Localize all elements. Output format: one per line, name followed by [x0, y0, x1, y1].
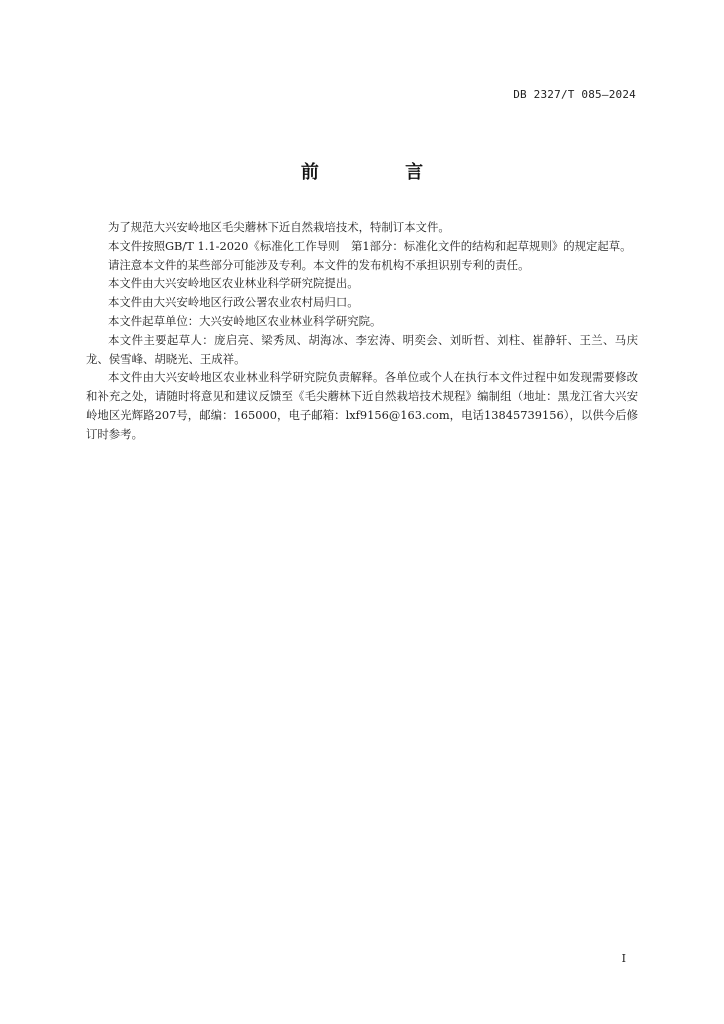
paragraph-patent-notice: 请注意本文件的某些部分可能涉及专利。本文件的发布机构不承担识别专利的责任。 [108, 257, 530, 272]
paragraph-drafting-unit: 本文件起草单位：大兴安岭地区农业林业科学研究院。 [108, 313, 382, 328]
paragraph-interpretation-contact: 本文件由大兴安岭地区农业林业科学研究院负责解释。各单位或个人在执行本文件过程中如发现需要修改和补充之处，请随时将意见和建议反馈至《毛尖蘑林下近自然栽培技术规程》编制组（地址：黑龙江省大兴安岭地区光辉路207号，邮编：165000，电子邮箱：lxf9156@163.com，电话13845739156），以供今后修订时参考。 [86, 370, 638, 441]
paragraph-purpose: 为了规范大兴安岭地区毛尖蘑林下近自然栽培技术，特制订本文件。 [108, 220, 450, 234]
page-title: 前 言 [300, 162, 464, 183]
document-id: DB 2327/T 085—2024 [513, 88, 636, 101]
paragraph-proposer: 本文件由大兴安岭地区农业林业科学研究院提出。 [108, 276, 359, 291]
paragraph-drafters: 本文件主要起草人：庞启亮、梁秀凤、胡海冰、李宏涛、明奕会、刘昕哲、刘柱、崔静轩、王兰、马庆龙、侯雪峰、胡晓光、王成祥。 [86, 332, 638, 366]
paragraph-drafting-rules: 本文件按照GB/T 1.1-2020《标准化工作导则 第1部分：标准化文件的结构和起草规则》的规定起草。 [108, 238, 632, 253]
foreword-body [86, 218, 638, 444]
page-number: I [621, 952, 626, 965]
paragraph-administrator: 本文件由大兴安岭地区行政公署农业农村局归口。 [108, 295, 359, 310]
